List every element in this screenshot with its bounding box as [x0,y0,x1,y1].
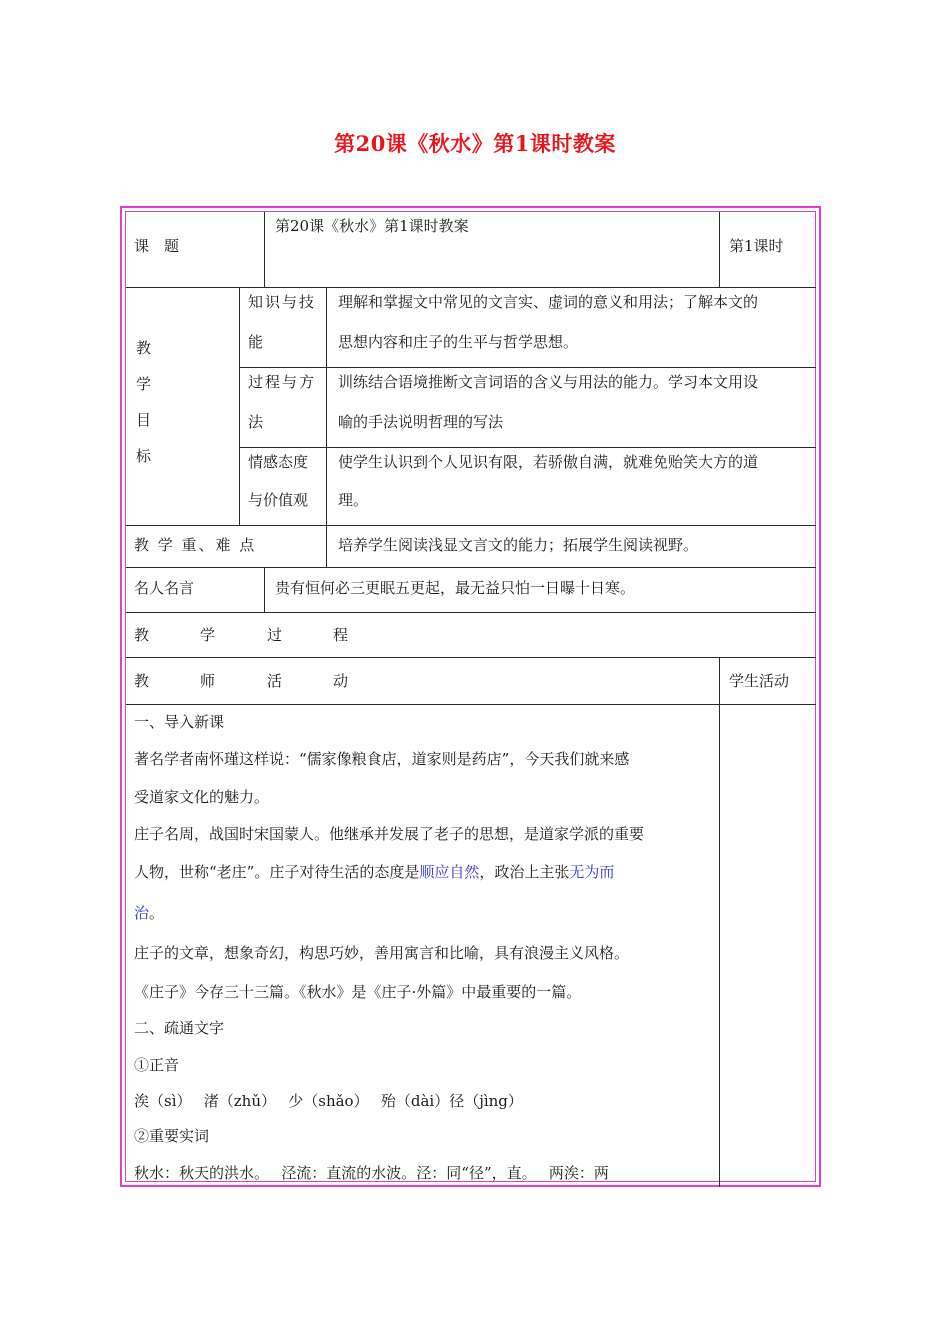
body-line [134,862,614,882]
column-divider [264,567,265,612]
process-header-char: 教 [134,626,150,644]
highlight-term: 无为而 [569,863,615,881]
body-line: 涘（sì） 渚（zhǔ） 少（shǎo） 殆（dài）径（jìng） [134,1092,523,1110]
teacher-header-char: 动 [333,672,349,690]
key-points-label: 教 学 重、难 点 [134,536,257,554]
objective-text: 使学生认识到个人见识有限，若骄傲自满，就难免贻笑大方的道 [338,453,759,471]
body-line: 庄子的文章，想象奇幻，构思巧妙，善用寓言和比喻，具有浪漫主义风格。 [134,944,630,962]
teacher-header-char: 活 [267,672,283,690]
column-divider [719,212,720,287]
teacher-header-char: 师 [200,672,216,690]
row-divider [126,287,816,288]
objective-text: 喻的手法说明哲理的写法 [338,413,504,431]
body-text: ，政治上主张 [479,863,570,881]
objective-category: 与价值观 [248,491,309,509]
row-divider [126,525,816,526]
objectives-label-char: 标 [136,447,152,465]
objective-category: 过程与方 [248,373,317,391]
objectives-label-char: 教 [136,339,152,357]
objective-category: 能 [248,333,264,351]
process-header-char: 学 [200,626,216,644]
key-points-value: 培养学生阅读浅显文言文的能力；拓展学生阅读视野。 [338,536,699,554]
objective-category: 知识与技 [248,293,317,311]
row-divider [126,567,816,568]
body-line: ②重要实词 [134,1127,210,1145]
column-divider [719,657,720,1187]
quote-label: 名人名言 [134,579,195,597]
body-line [134,903,164,923]
objective-category: 法 [248,413,264,431]
objective-text: 理。 [338,491,369,509]
lesson-table-frame [120,206,821,1187]
body-line: 二、疏通文字 [134,1019,225,1037]
row-divider [126,657,816,658]
period-value: 第1课时 [729,237,784,255]
page-title: 第20课《秋水》第1课时教案 [334,131,616,156]
column-divider [239,287,240,525]
body-line: 著名学者南怀瑾这样说：“儒家像粮食店，道家则是药店”，今天我们就来感 [134,750,630,768]
body-line: 《庄子》今存三十三篇。《秋水》是《庄子·外篇》中最重要的一篇。 [134,983,582,1001]
process-header-char: 过 [267,626,283,644]
student-activity-header: 学生活动 [729,672,790,690]
body-line: 庄子名周，战国时宋国蒙人。他继承并发展了老子的思想，是道家学派的重要 [134,825,645,843]
teacher-header-char: 教 [134,672,150,690]
highlight-term: 治 [134,904,150,922]
lesson-table [125,211,816,1182]
column-divider [326,287,327,525]
objective-category: 情感态度 [248,453,309,471]
objectives-label-char: 学 [136,375,152,393]
row-divider [126,704,816,705]
objectives-label-char: 目 [136,411,152,429]
highlight-term: 顺应自然 [419,863,480,881]
column-divider [264,212,265,287]
row-divider [126,612,816,613]
topic-label: 课 题 [134,237,180,255]
body-line: 受道家文化的魅力。 [134,788,270,806]
body-line: 秋水：秋天的洪水。 泾流：直流的水波。泾：同“径”，直。 两涘：两 [134,1164,609,1182]
body-text: 。 [149,904,165,922]
body-text: 人物，世称“老庄”。庄子对待生活的态度是 [134,863,420,881]
topic-value: 第20课《秋水》第1课时教案 [275,217,469,235]
body-line: 一、导入新课 [134,713,225,731]
process-header-char: 程 [333,626,349,644]
objective-text: 思想内容和庄子的生平与哲学思想。 [338,333,579,351]
column-divider [326,525,327,567]
body-line: ①正音 [134,1056,180,1074]
objective-text: 理解和掌握文中常见的文言实、虚词的意义和用法；了解本文的 [338,293,759,311]
objective-text: 训练结合语境推断文言词语的含义与用法的能力。学习本文用设 [338,373,759,391]
quote-value: 贵有恒何必三更眠五更起，最无益只怕一日曝十日寒。 [275,579,636,597]
